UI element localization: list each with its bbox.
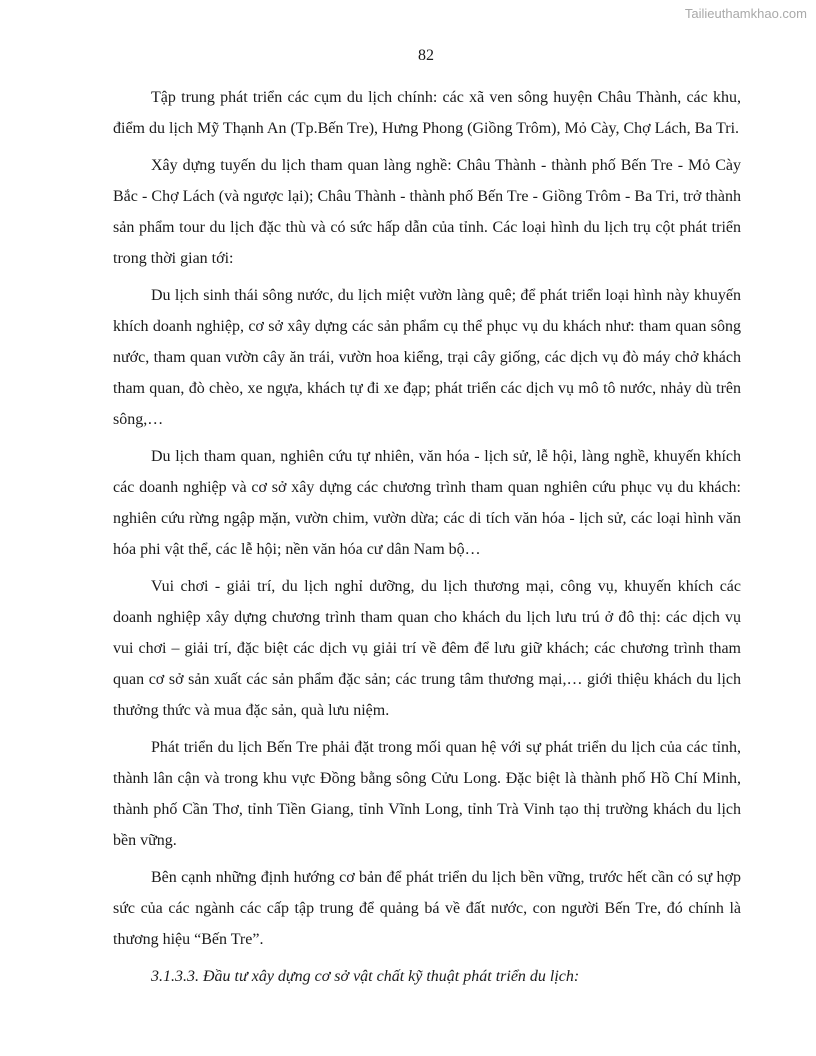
paragraph: Phát triển du lịch Bến Tre phải đặt trong mối quan hệ với sự phát triển du lịch của các tỉnh, thành lân cận và trong khu vực Đồng bằng sông Cửu Long. Đặc biệt là thành phố Hồ Chí Minh, thành phố Cần Thơ, tỉnh Tiền Giang, tỉnh Vĩnh Long, tỉnh Trà Vinh tạo thị trường khách du lịch bền vững. bbox=[113, 739, 741, 849]
paragraph: Vui chơi - giải trí, du lịch nghỉ dưỡng, du lịch thương mại, công vụ, khuyến khích các doanh nghiệp xây dựng chương trình tham quan cho khách du lịch lưu trú ở đô thị: các dịch vụ vui chơi – giải trí, đặc biệt các dịch vụ giải trí về đêm để lưu giữ khách; các chương trình tham quan cơ sở sản xuất các sản phẩm đặc sản; các trung tâm thương mại,… giới thiệu khách du lịch thưởng thức và mua đặc sản, quà lưu niệm. bbox=[113, 578, 741, 719]
page-number: 82 bbox=[418, 47, 434, 64]
section-heading: 3.1.3.3. Đầu tư xây dựng cơ sở vật chất kỹ thuật phát triển du lịch: bbox=[151, 968, 580, 985]
paragraph: Tập trung phát triển các cụm du lịch chính: các xã ven sông huyện Châu Thành, các khu, điểm du lịch Mỹ Thạnh An (Tp.Bến Tre), Hưng Phong (Giồng Trôm), Mỏ Cày, Chợ Lách, Ba Tri. bbox=[113, 89, 741, 137]
document-body bbox=[113, 82, 741, 998]
paragraph: Bên cạnh những định hướng cơ bản để phát triển du lịch bền vững, trước hết cần có sự hợp sức của các ngành các cấp tập trung để quảng bá về đất nước, con người Bến Tre, đó chính là thương hiệu “Bến Tre”. bbox=[113, 869, 741, 948]
paragraph: Du lịch sinh thái sông nước, du lịch miệt vườn làng quê; để phát triển loại hình này khuyến khích doanh nghiệp, cơ sở xây dựng các sản phẩm cụ thể phục vụ du khách như: tham quan sông nước, tham quan vườn cây ăn trái, vườn hoa kiểng, trại cây giống, các dịch vụ đò máy chở khách tham quan, đò chèo, xe ngựa, khách tự đi xe đạp; phát triển các dịch vụ mô tô nước, nhảy dù trên sông,… bbox=[113, 287, 741, 428]
paragraph: Du lịch tham quan, nghiên cứu tự nhiên, văn hóa - lịch sử, lễ hội, làng nghề, khuyến khích các doanh nghiệp và cơ sở xây dựng các chương trình tham quan nghiên cứu phục vụ du khách: nghiên cứu rừng ngập mặn, vườn chim, vườn dừa; các di tích văn hóa - lịch sử, các loại hình văn hóa phi vật thể, các lễ hội; nền văn hóa cư dân Nam bộ… bbox=[113, 448, 741, 558]
watermark: Tailieuthamkhao.com bbox=[684, 6, 807, 21]
paragraph: Xây dựng tuyến du lịch tham quan làng nghề: Châu Thành - thành phố Bến Tre - Mỏ Cày Bắc - Chợ Lách (và ngược lại); Châu Thành - thành phố Bến Tre - Giồng Trôm - Ba Tri, trở thành sản phẩm tour du lịch đặc thù và có sức hấp dẫn của tỉnh. Các loại hình du lịch trụ cột phát triển trong thời gian tới: bbox=[113, 157, 741, 267]
